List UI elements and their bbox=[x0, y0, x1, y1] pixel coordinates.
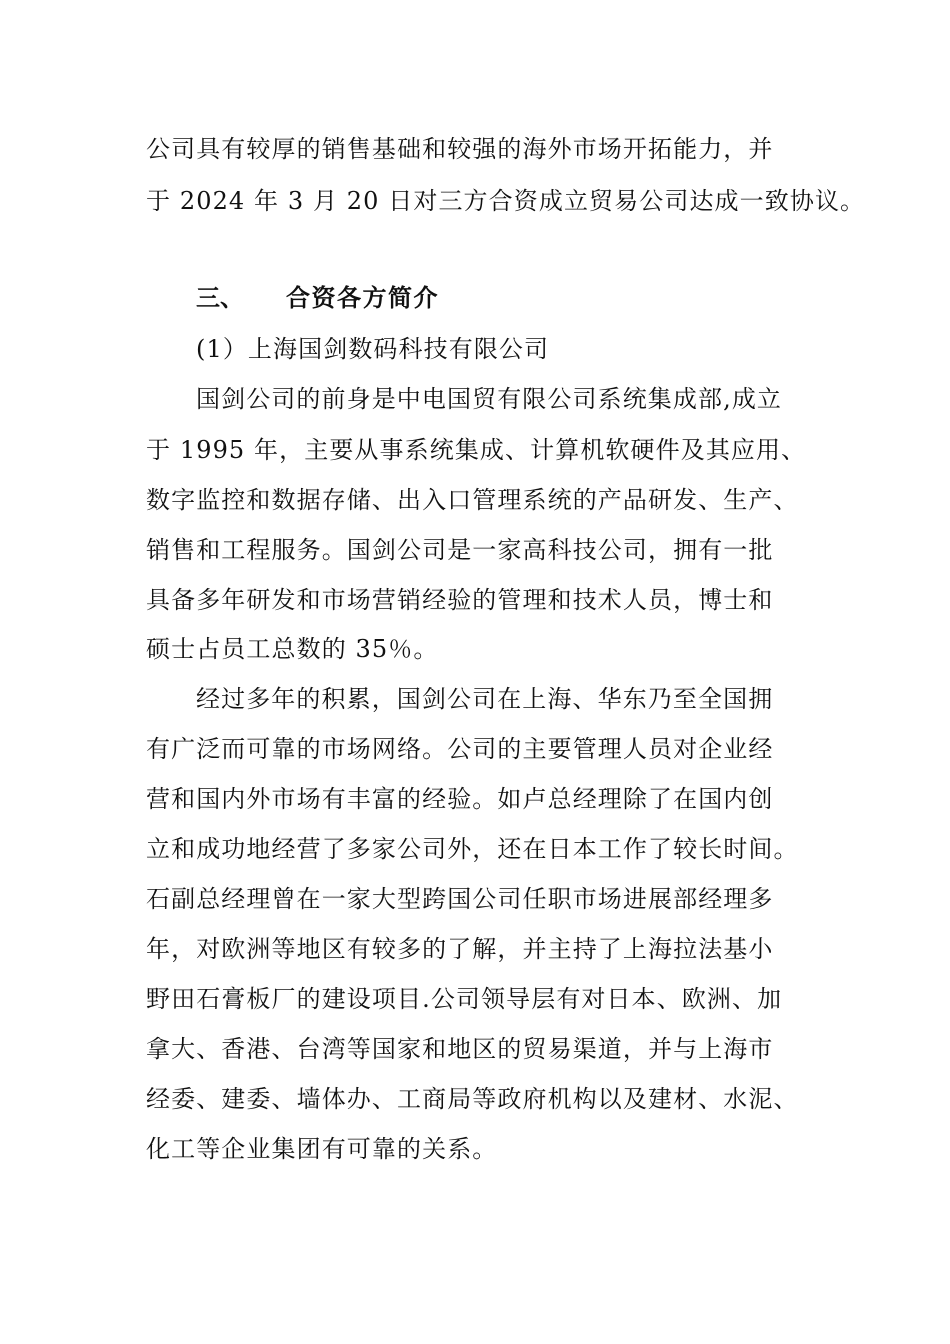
para2-line-9: 经委、建委、墙体办、工商局等政府机构以及建材、水泥、 bbox=[146, 1085, 799, 1113]
para2-line-3: 营和国内外市场有丰富的经验。如卢总经理除了在国内创 bbox=[146, 785, 774, 813]
para2-line-1: 经过多年的积累，国剑公司在上海、华东乃至全国拥 bbox=[196, 685, 774, 713]
para2-line-8: 拿大、香港、台湾等国家和地区的贸易渠道，并与上海市 bbox=[146, 1035, 774, 1063]
para2-line-7: 野田石膏板厂的建设项目.公司领导层有对日本、欧洲、加 bbox=[146, 985, 783, 1013]
para1-line-4: 销售和工程服务。国剑公司是一家高科技公司，拥有一批 bbox=[146, 536, 774, 564]
para2-line-5: 石副总经理曾在一家大型跨国公司任职市场进展部经理多 bbox=[146, 885, 774, 913]
para2-line-6: 年，对欧洲等地区有较多的了解，并主持了上海拉法基小 bbox=[146, 935, 774, 963]
subsection-title: (1）上海国剑数码科技有限公司 bbox=[196, 335, 550, 363]
para1-line-3: 数字监控和数据存储、出入口管理系统的产品研发、生产、 bbox=[146, 486, 799, 514]
para1-line-5: 具备多年研发和市场营销经验的管理和技术人员，博士和 bbox=[146, 586, 774, 614]
para2-line-4: 立和成功地经营了多家公司外，还在日本工作了较长时间。 bbox=[146, 835, 799, 863]
section-title: 合资各方简介 bbox=[286, 283, 439, 312]
intro-line-2: 于 2024 年 3 月 20 日对三方合资成立贸易公司达成一致协议。 bbox=[146, 187, 866, 215]
section-number: 三、 bbox=[196, 283, 244, 312]
para1-line-1: 国剑公司的前身是中电国贸有限公司系统集成部,成立 bbox=[196, 385, 783, 413]
para1-line-6: 硕士占员工总数的 35％。 bbox=[146, 635, 439, 663]
section-heading bbox=[196, 282, 439, 314]
intro-line-1: 公司具有较厚的销售基础和较强的海外市场开拓能力，并 bbox=[146, 135, 774, 163]
para2-line-10: 化工等企业集团有可靠的关系。 bbox=[146, 1135, 498, 1163]
para2-line-2: 有广泛而可靠的市场网络。公司的主要管理人员对企业经 bbox=[146, 735, 774, 763]
para1-line-2: 于 1995 年，主要从事系统集成、计算机软硬件及其应用、 bbox=[146, 436, 807, 464]
